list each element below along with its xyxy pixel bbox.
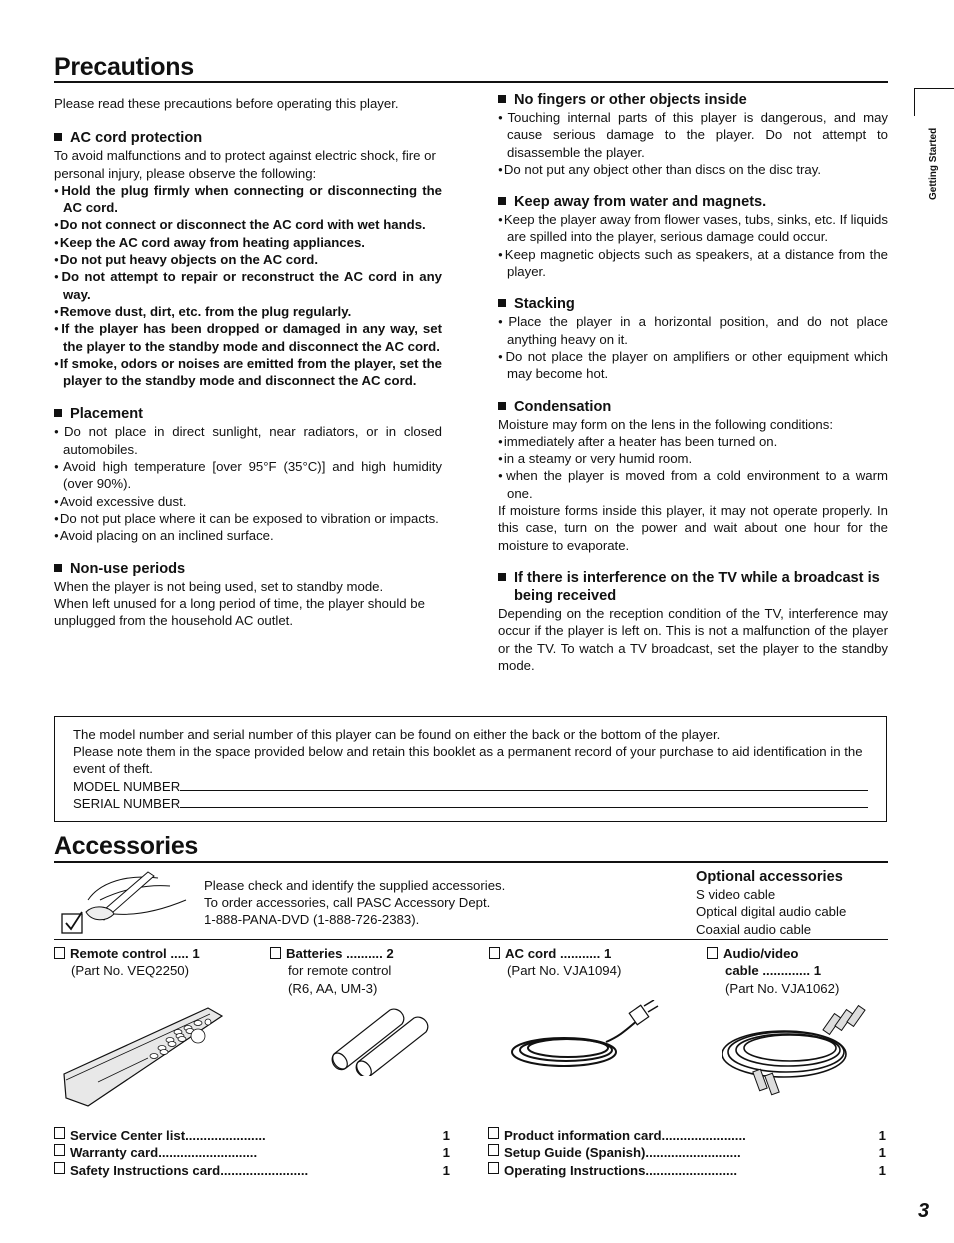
checkbox[interactable] bbox=[488, 1127, 499, 1139]
ac-cord-bullet: ● If the player has been dropped or damaged in any way, set the player to the standby mode and disconnect the AC cord. bbox=[54, 320, 442, 355]
accessory-audio-video-cable: Audio/video cable ............. 1 (Part No. VJA1062) bbox=[707, 945, 887, 997]
interference-text: Depending on the reception condition of the TV, interference may occur if the player is left on. This is not a malfunction of the player or the TV. To watch a TV broadcast, set the player to the standby mode. bbox=[498, 605, 888, 673]
placement-bullet: ● Do not place in direct sunlight, near radiators, or in closed automobiles. bbox=[54, 423, 442, 458]
placement-heading: Placement bbox=[54, 405, 442, 423]
condensation-text: Moisture may form on the lens in the following conditions: bbox=[498, 416, 833, 432]
condensation-text: If moisture forms inside this player, it may not operate properly. In this case, turn on the power and wait about one hour for the moisture to evaporate. bbox=[498, 503, 888, 553]
ac-cord-text: To avoid malfunctions and to protect against electric shock, fire or personal injury, please observe the following: bbox=[54, 148, 436, 181]
hand-checkmark-icon bbox=[58, 870, 193, 936]
water-bullet: ● Keep the player away from flower vases, tubs, sinks, etc. If liquids are spilled into the player, serious damage could occur. bbox=[498, 211, 888, 246]
accessories-phone: 1-888-PANA-DVD (1-888-726-2383). bbox=[204, 912, 420, 927]
water-bullet: ● Keep magnetic objects such as speakers, at a distance from the player. bbox=[498, 246, 888, 281]
optional-item: Optical digital audio cable bbox=[696, 904, 847, 920]
accessories-rule bbox=[54, 861, 888, 863]
checkbox[interactable] bbox=[54, 1144, 65, 1156]
checkbox[interactable] bbox=[488, 1162, 499, 1174]
condensation-bullet: ● in a steamy or very humid room. bbox=[498, 450, 888, 467]
model-number-line bbox=[180, 778, 868, 791]
water-heading: Keep away from water and magnets. bbox=[498, 193, 888, 211]
interference-heading: If there is interference on the TV while a broadcast is being received bbox=[498, 569, 888, 605]
placement-bullet: ● Avoid placing on an inclined surface. bbox=[54, 527, 442, 544]
accessories-divider bbox=[54, 939, 888, 940]
placement-bullet: ● Avoid excessive dust. bbox=[54, 493, 442, 510]
accessory-ac-cord: AC cord ........... 1 (Part No. VJA1094) bbox=[489, 945, 679, 980]
precautions-intro: Please read these precautions before operating this player. bbox=[54, 96, 399, 111]
side-tab bbox=[914, 88, 954, 116]
accessories-intro: Please check and identify the supplied accessories. bbox=[204, 878, 506, 893]
ac-cord-bullet: ● Hold the plug firmly when connecting or disconnecting the AC cord. bbox=[54, 182, 442, 217]
checkbox[interactable] bbox=[54, 1162, 65, 1174]
stacking-bullet: ● Do not place the player on amplifiers or other equipment which may become hot. bbox=[498, 348, 888, 383]
ac-cord-bullet: ● If smoke, odors or noises are emitted from the player, set the player to the standby mode and disconnect the AC cord. bbox=[54, 355, 442, 390]
condensation-heading: Condensation bbox=[498, 398, 888, 416]
placement-bullet: ● Do not put place where it can be exposed to vibration or impacts. bbox=[54, 510, 442, 527]
placement-bullet: ● Avoid high temperature [over 95°F (35°C)] and high humidity (over 90%). bbox=[54, 458, 442, 493]
precautions-title: Precautions bbox=[54, 53, 194, 81]
condensation-bullet: ● when the player is moved from a cold environment to a warm one. bbox=[498, 467, 888, 502]
accessories-intro: To order accessories, call PASC Accessory Dept. bbox=[204, 895, 491, 910]
checkbox[interactable] bbox=[54, 1127, 65, 1139]
checkbox[interactable] bbox=[488, 1144, 499, 1156]
optional-item: Coaxial audio cable bbox=[696, 921, 812, 937]
title-rule bbox=[54, 81, 888, 83]
ac-cord-bullet: ● Remove dust, dirt, etc. from the plug regularly. bbox=[54, 303, 442, 320]
batteries-icon bbox=[328, 1004, 438, 1076]
stacking-bullet: ● Place the player in a horizontal position, and do not place anything heavy on it. bbox=[498, 313, 888, 348]
non-use-text: When left unused for a long period of time, the player should be unplugged from the household AC outlet. bbox=[54, 595, 425, 629]
ac-cord-icon bbox=[506, 1000, 666, 1074]
non-use-heading: Non-use periods bbox=[54, 560, 442, 578]
model-number-label: MODEL NUMBER bbox=[73, 779, 181, 794]
accessory-remote-control: Remote control ..... 1 (Part No. VEQ2250) bbox=[54, 945, 234, 980]
document-list-right: Product information card ....................... 1 Setup Guide (Spanish) .......................... 1 Operating Instructions ......................... 1 bbox=[488, 1127, 886, 1179]
model-serial-record-box bbox=[54, 716, 887, 822]
record-text: The model number and serial number of this player can be found on either the back or the bottom of the player. bbox=[73, 727, 721, 742]
remote-control-icon bbox=[58, 1002, 228, 1110]
precautions-left-column bbox=[54, 95, 442, 629]
optional-accessories bbox=[696, 868, 846, 938]
ac-cord-bullet: ● Do not connect or disconnect the AC cord with wet hands. bbox=[54, 216, 442, 233]
checkbox[interactable] bbox=[707, 947, 718, 959]
serial-number-line bbox=[180, 795, 868, 808]
stacking-heading: Stacking bbox=[498, 295, 888, 313]
non-use-text: When the player is not being used, set to standby mode. bbox=[54, 578, 384, 594]
fingers-heading: No fingers or other objects inside bbox=[498, 91, 888, 109]
page-number: 3 bbox=[918, 1200, 930, 1222]
model-number-field[interactable] bbox=[73, 778, 868, 795]
condensation-bullet: ● immediately after a heater has been turned on. bbox=[498, 433, 888, 450]
side-tab-label: Getting Started bbox=[928, 127, 939, 200]
audio-video-cable-icon bbox=[722, 1000, 872, 1106]
document-list-left: Service Center list ...................... 1 Warranty card ........................... 1 Safety Instructions card ........................ 1 bbox=[54, 1127, 450, 1179]
optional-item: S video cable bbox=[696, 887, 776, 902]
optional-accessories-heading: Optional accessories bbox=[696, 869, 843, 885]
checkbox[interactable] bbox=[54, 947, 65, 959]
fingers-bullet: ● Touching internal parts of this player is dangerous, and may cause serious damage to the player. Do not attempt to disassemble the player. bbox=[498, 109, 888, 161]
serial-number-field[interactable] bbox=[73, 795, 868, 812]
ac-cord-heading: AC cord protection bbox=[54, 129, 442, 147]
ac-cord-bullet: ● Do not attempt to repair or reconstruct the AC cord in any way. bbox=[54, 268, 442, 303]
checkbox[interactable] bbox=[270, 947, 281, 959]
record-text: Please note them in the space provided below and retain this booklet as a permanent record of your purchase to aid identification in the event of theft. bbox=[73, 744, 863, 777]
fingers-bullet: ● Do not put any object other than discs on the disc tray. bbox=[498, 161, 888, 178]
accessory-batteries: Batteries .......... 2 for remote control (R6, AA, UM-3) bbox=[270, 945, 460, 997]
accessories-title: Accessories bbox=[54, 832, 199, 860]
ac-cord-bullet: ● Keep the AC cord away from heating appliances. bbox=[54, 234, 442, 251]
ac-cord-bullet: ● Do not put heavy objects on the AC cord. bbox=[54, 251, 442, 268]
checkbox[interactable] bbox=[489, 947, 500, 959]
serial-number-label: SERIAL NUMBER bbox=[73, 796, 181, 811]
precautions-right-column bbox=[498, 91, 888, 674]
